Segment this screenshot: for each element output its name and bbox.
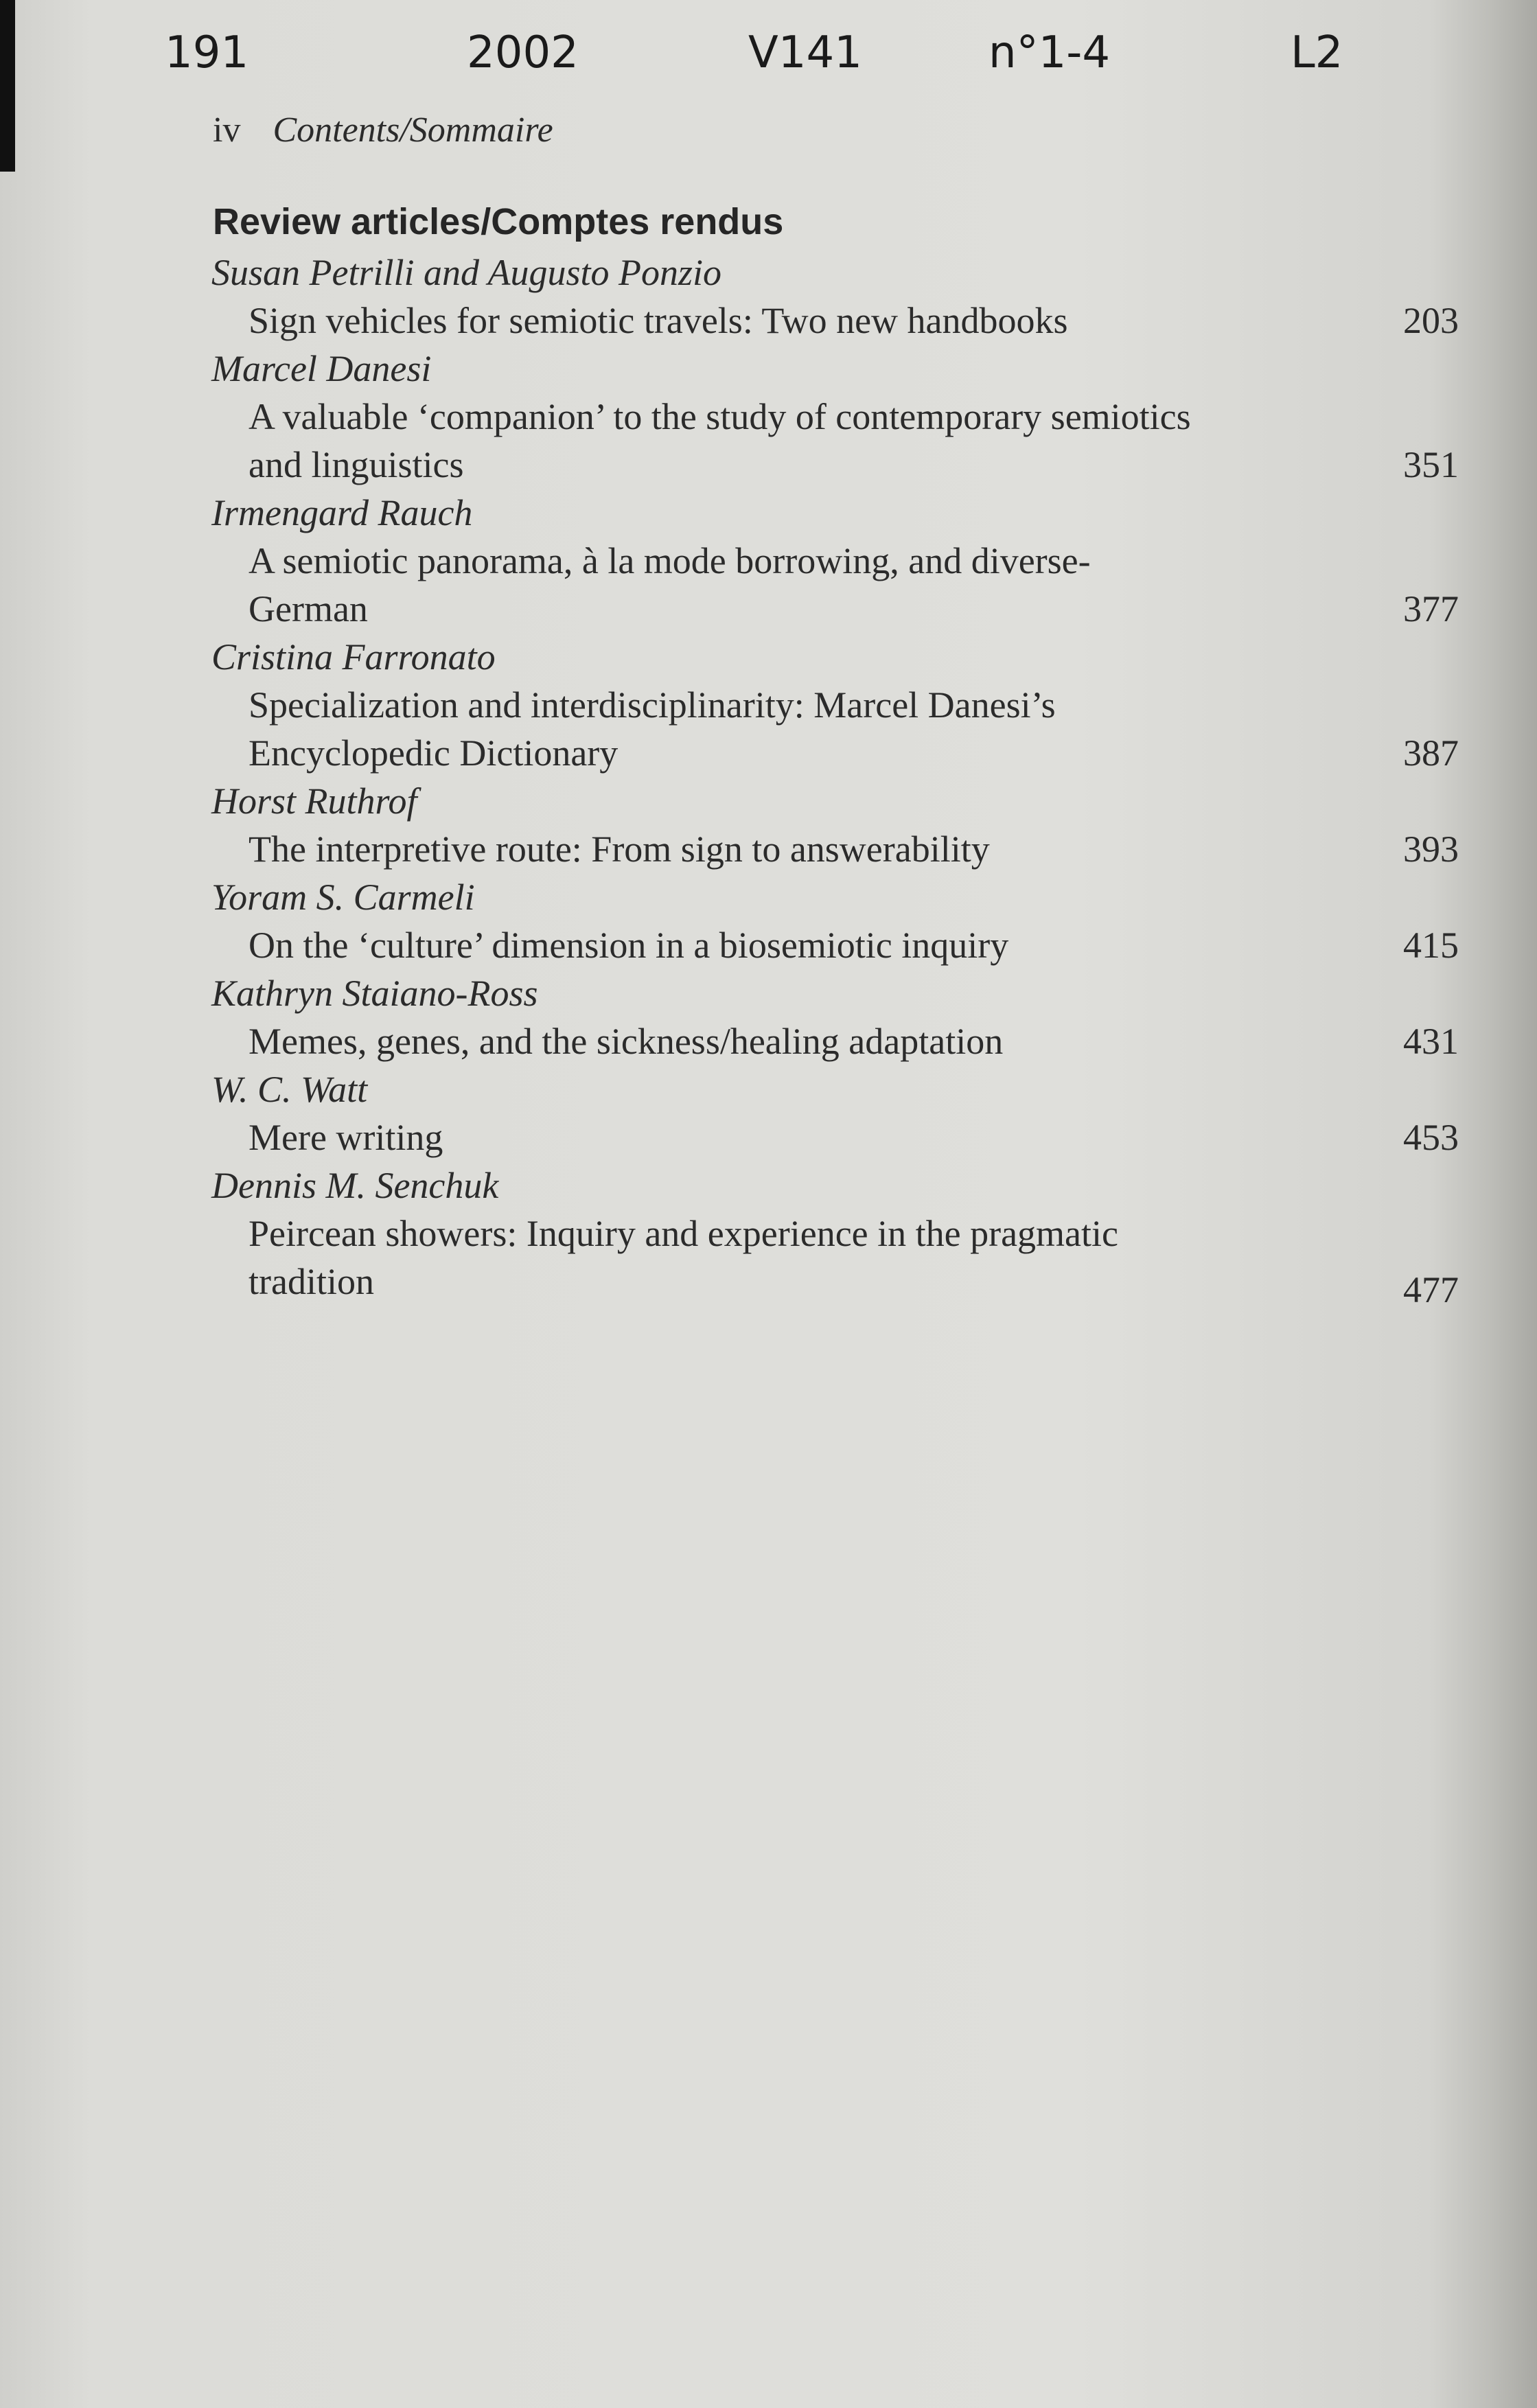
- section-title: Review articles/Comptes rendus: [213, 201, 784, 242]
- toc-page-number: 415: [1403, 925, 1459, 966]
- toc-author: Irmengard Rauch: [211, 492, 473, 533]
- toc-title-line: Specialization and interdisciplinarity: Marcel Danesi’s: [249, 684, 1056, 726]
- handwritten-note-5: L2: [1291, 27, 1343, 78]
- toc-page-number: 393: [1403, 829, 1459, 870]
- toc-title-line: and linguistics: [249, 444, 464, 485]
- toc-page-number: 351: [1403, 444, 1459, 485]
- toc-page-number: 377: [1403, 588, 1459, 629]
- toc-author: Horst Ruthrof: [211, 780, 417, 822]
- toc-title-line: Encyclopedic Dictionary: [249, 732, 619, 774]
- toc-author: Marcel Danesi: [211, 348, 432, 389]
- toc-title-line: The interpretive route: From sign to answerability: [249, 829, 990, 870]
- toc-title-line: German: [249, 588, 368, 629]
- toc-title-line: Sign vehicles for semiotic travels: Two new handbooks: [249, 300, 1068, 341]
- page-number: iv: [213, 111, 241, 150]
- toc-title-line: Peircean showers: Inquiry and experience in the pragmatic: [249, 1213, 1118, 1254]
- toc-title-line: tradition: [249, 1261, 374, 1302]
- handwritten-annotation: [165, 27, 1400, 103]
- toc-author: Kathryn Staiano-Ross: [211, 973, 538, 1014]
- handwritten-note-1: 191: [165, 27, 249, 78]
- header-title: Contents/Sommaire: [273, 111, 553, 150]
- running-header: [213, 110, 553, 150]
- toc-page-number: 387: [1403, 732, 1459, 774]
- toc-page-number: 477: [1403, 1269, 1459, 1310]
- toc-page-number: 453: [1403, 1117, 1459, 1158]
- toc-author: Susan Petrilli and Augusto Ponzio: [211, 252, 722, 293]
- toc-page-number: 203: [1403, 300, 1459, 341]
- toc-title-line: On the ‘culture’ dimension in a biosemiotic inquiry: [249, 925, 1009, 966]
- toc-page-number: 431: [1403, 1021, 1459, 1062]
- scan-edge-mark: [0, 0, 15, 172]
- toc-title-line: Mere writing: [249, 1117, 443, 1158]
- toc-author: Yoram S. Carmeli: [211, 877, 475, 918]
- handwritten-note-4: n°1-4: [989, 27, 1111, 78]
- show-through-text: [213, 1304, 1448, 2265]
- toc-author: W. C. Watt: [211, 1069, 368, 1110]
- toc-title-line: A semiotic panorama, à la mode borrowing, and diverse-: [249, 540, 1091, 581]
- handwritten-note-3: V141: [748, 27, 862, 78]
- handwritten-note-2: 2002: [467, 27, 579, 78]
- toc-title-line: Memes, genes, and the sickness/healing adaptation: [249, 1021, 1004, 1062]
- toc-author: Dennis M. Senchuk: [211, 1165, 499, 1206]
- toc-author: Cristina Farronato: [211, 636, 496, 678]
- toc-title-line: A valuable ‘companion’ to the study of contemporary semiotics: [249, 396, 1191, 437]
